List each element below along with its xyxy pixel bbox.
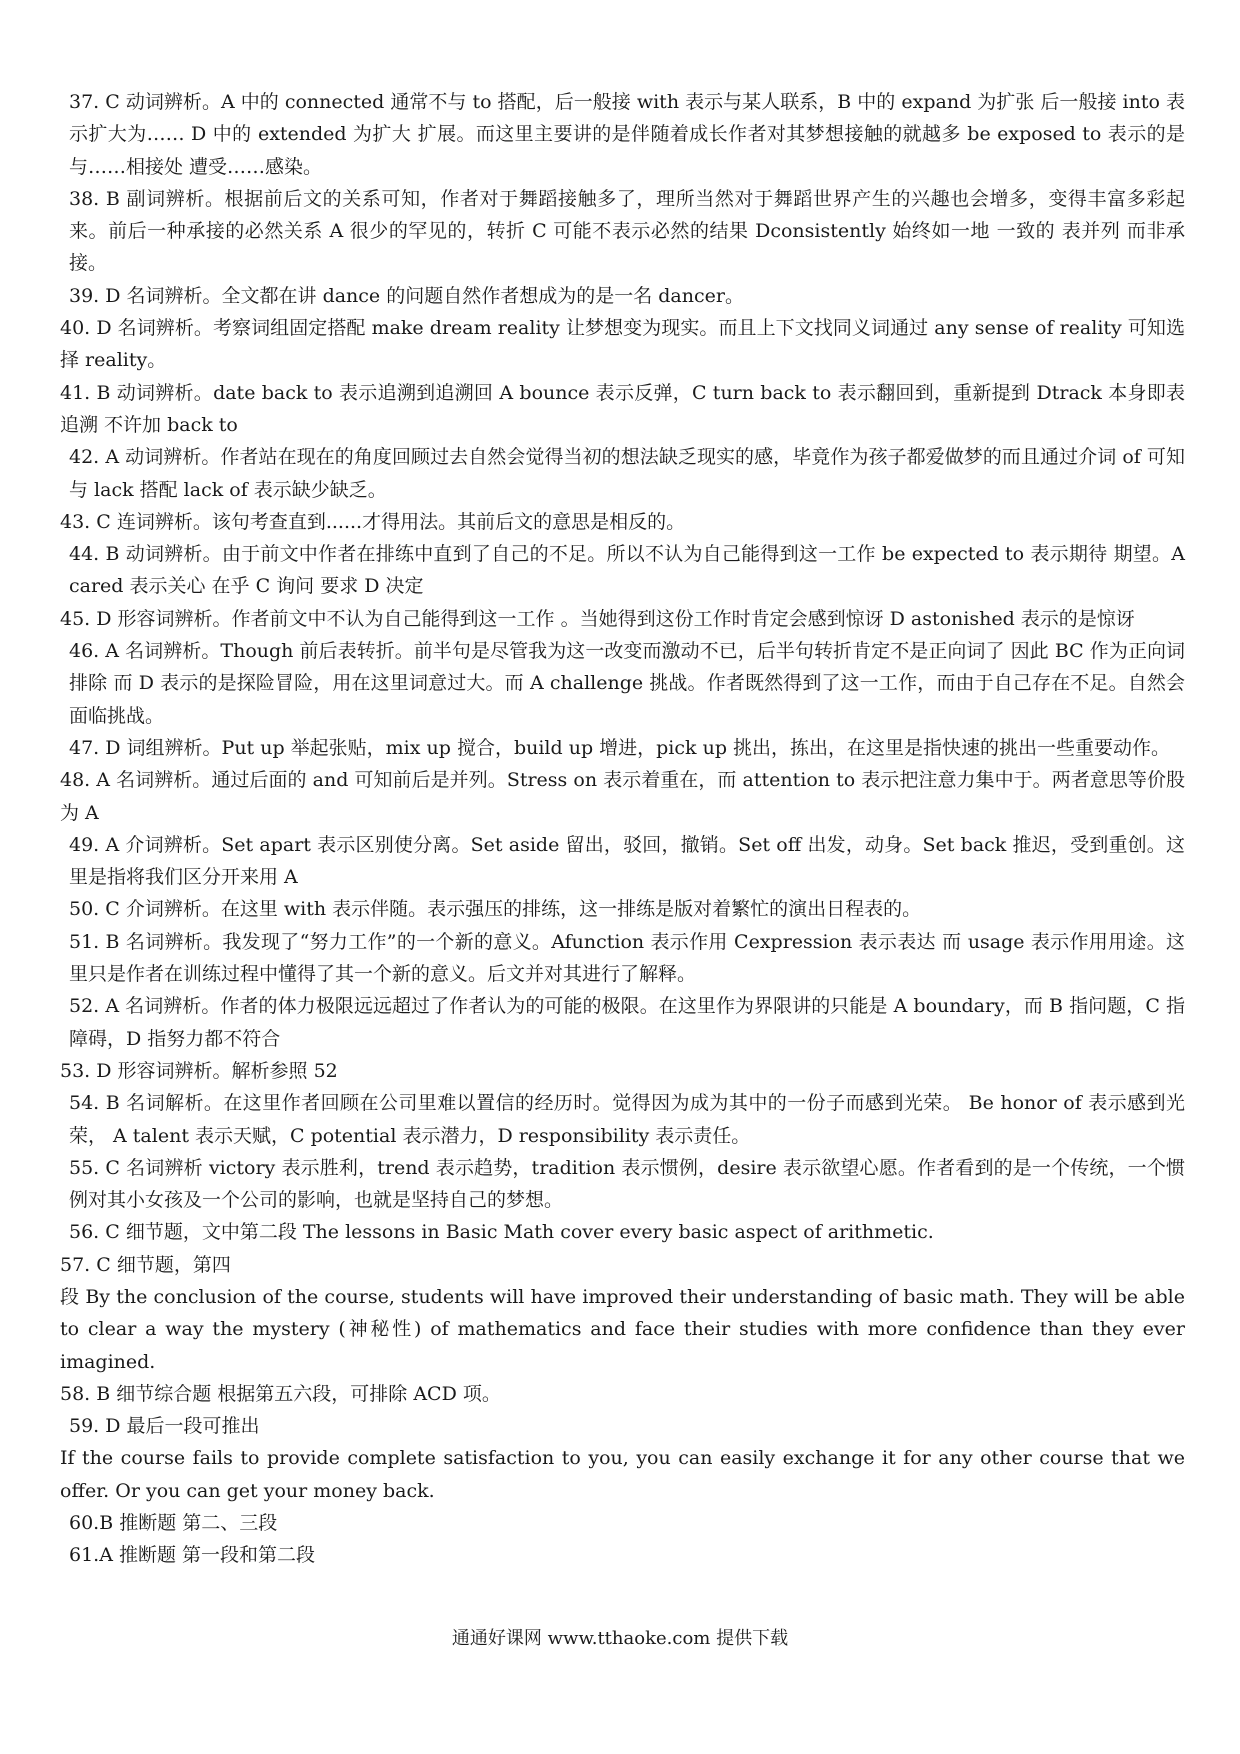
explanation-entry: 46. A 名词辨析。Though 前后表转折。前半句是尽管我为这一改变而激动不已，后半句转折肯定不是正向词了 因此 BC 作为正向词排除 而 D 表示的是探险冒险，用在这里词意过大。而 A challenge 挑战。作者既然得到了这一工作，而由于自己存在不足。自然会面临挑战。 — [69, 640, 1185, 727]
explanation-entry: 56. C 细节题，文中第二段 The lessons in Basic Math cover every basic aspect of arithmetic. — [69, 1221, 934, 1244]
explanation-entry: 段 By the conclusion of the course, students will have improved their understanding of basic math. They will be able to clear a way the mystery (神秘性) of mathematics and face their studies with more confidence than they ever imagined. — [60, 1285, 1185, 1373]
explanation-entry: 42. A 动词辨析。作者站在现在的角度回顾过去自然会觉得当初的想法缺乏现实的感，毕竟作为孩子都爱做梦的而且通过介词 of 可知与 lack 搭配 lack of 表示缺少缺乏。 — [69, 446, 1185, 501]
explanation-entry: 40. D 名词辨析。考察词组固定搭配 make dream reality 让梦想变为现实。而且上下文找同义词通过 any sense of reality 可知选择 reality。 — [60, 317, 1185, 372]
explanation-entry: 38. B 副词辨析。根据前后文的关系可知，作者对于舞蹈接触多了，理所当然对于舞蹈世界产生的兴趣也会增多，变得丰富多彩起来。前后一种承接的必然关系 A 很少的罕见的，转折 C 可能不表示必然的结果 Dconsistently 始终如一地 一致的 表并列 而非承接。 — [69, 187, 1185, 275]
explanation-entry: 43. C 连词辨析。该句考查直到......才得用法。其前后文的意思是相反的。 — [60, 510, 686, 533]
explanation-entry: If the course fails to provide complete satisfaction to you, you can easily exchange it for any other course that we offer. Or you can get your money back. — [60, 1447, 1185, 1502]
explanation-entry: 44. B 动词辨析。由于前文中作者在排练中直到了自己的不足。所以不认为自己能得到这一工作 be expected to 表示期待 期望。A cared 表示关心 在乎 C 询问 要求 D 决定 — [69, 543, 1185, 598]
explanation-entry: 55. C 名词辨析 victory 表示胜利，trend 表示趋势，tradition 表示惯例，desire 表示欲望心愿。作者看到的是一个传统，一个惯例对其小女孩及一个公司的影响，也就是坚持自己的梦想。 — [69, 1156, 1185, 1212]
explanation-entry: 37. C 动词辨析。A 中的 connected 通常不与 to 搭配，后一般接 with 表示与某人联系，B 中的 expand 为扩张 后一般接 into 表示扩大为…… D 中的 extended 为扩大 扩展。而这里主要讲的是伴随着成长作者对其梦想接触的就越多 be exposed to 表示的是与……相接处 遭受……感染。 — [69, 91, 1185, 178]
explanation-entry: 48. A 名词辨析。通过后面的 and 可知前后是并列。Stress on 表示着重在，而 attention to 表示把注意力集中于。两者意思等价股为 A — [60, 769, 1185, 824]
explanation-entry: 58. B 细节综合题 根据第五六段，可排除 ACD 项。 — [60, 1382, 501, 1405]
explanation-entry: 53. D 形容词辨析。解析参照 52 — [60, 1059, 338, 1082]
explanation-entry: 59. D 最后一段可推出 — [69, 1415, 260, 1438]
explanation-entry: 52. A 名词辨析。作者的体力极限远远超过了作者认为的可能的极限。在这里作为界限讲的只能是 A boundary，而 B 指问题，C 指障碍，D 指努力都不符合 — [69, 995, 1185, 1050]
page-footer: 通通好课网 www.tthaoke.com 提供下载 — [451, 1628, 789, 1649]
explanation-entry: 41. B 动词辨析。date back to 表示追溯到追溯回 A bounce 表示反弹，C turn back to 表示翻回到，重新提到 Dtrack 本身即表追溯 不许加 back to — [60, 381, 1185, 436]
explanation-entry: 50. C 介词辨析。在这里 with 表示伴随。表示强压的排练，这一排练是版对着繁忙的演出日程表的。 — [69, 898, 922, 921]
explanation-entry: 49. A 介词辨析。Set apart 表示区别使分离。Set aside 留出，驳回，撤销。Set off 出发，动身。Set back 推迟，受到重创。这里是指将我们区分开来用 A — [69, 833, 1185, 889]
explanation-entry: 61.A 推断题 第一段和第二段 — [69, 1544, 316, 1567]
answer-explanations — [60, 86, 1185, 1572]
explanation-entry: 51. B 名词辨析。我发现了“努力工作”的一个新的意义。Afunction 表示作用 Cexpression 表示表达 而 usage 表示作用用途。这里只是作者在训练过程中懂得了其一个新的意义。后文并对其进行了解释。 — [69, 930, 1185, 986]
explanation-entry: 60.B 推断题 第二、三段 — [69, 1512, 278, 1535]
explanation-entry: 54. B 名词解析。在这里作者回顾在公司里难以置信的经历时。觉得因为成为其中的一份子而感到光荣。 Be honor of 表示感到光荣， A talent 表示天赋，C potential 表示潜力，D responsibility 表示责任。 — [69, 1092, 1185, 1147]
explanation-entry: 45. D 形容词辨析。作者前文中不认为自己能得到这一工作 。当她得到这份工作时肯定会感到惊讶 D astonished 表示的是惊讶 — [60, 607, 1135, 630]
explanation-entry: 47. D 词组辨析。Put up 举起张贴，mix up 搅合，build up 增进，pick up 挑出，拣出，在这里是指快速的挑出一些重要动作。 — [69, 736, 1171, 759]
explanation-entry: 39. D 名词辨析。全文都在讲 dance 的问题自然作者想成为的是一名 dancer。 — [69, 284, 744, 307]
explanation-entry: 57. C 细节题，第四 — [60, 1253, 231, 1276]
